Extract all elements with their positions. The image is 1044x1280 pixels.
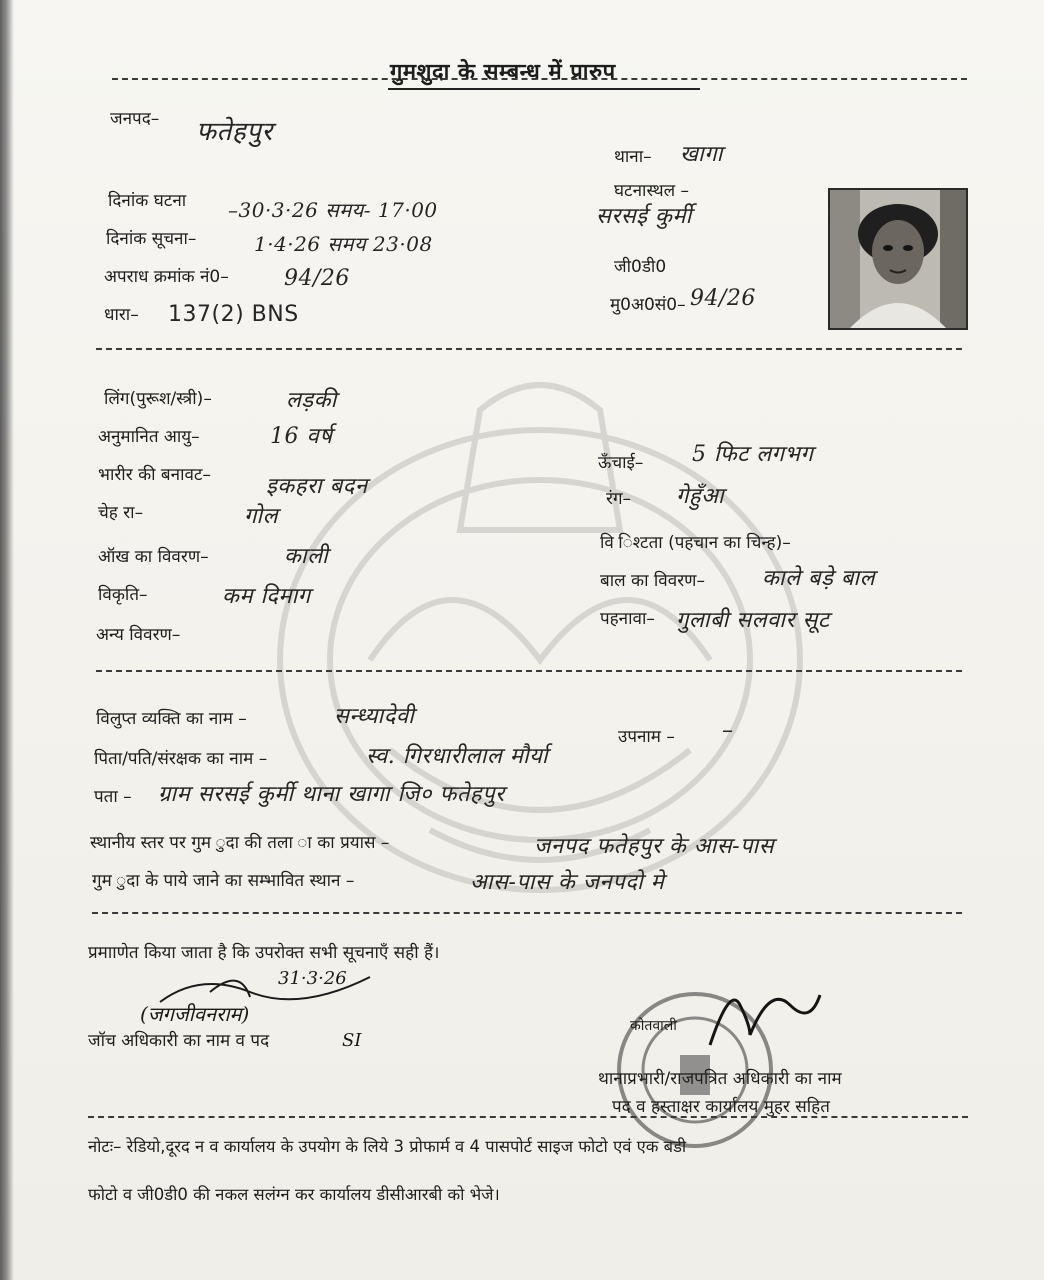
anya-label: अन्य विवरण– <box>96 625 181 645</box>
upnaam-value: – <box>722 718 734 743</box>
banawat-label: भारीर की बनावट– <box>98 465 211 485</box>
page-title: गुमशुदा के सम्बन्ध में प्रारुप <box>390 60 616 85</box>
thana-officer-line2: पद व हस्ताक्षर कार्यालय मुहर सहित <box>612 1097 830 1117</box>
dinank-ghatna-value: –30·3·26 समय- 17·00 <box>228 198 438 222</box>
pita-value: स्व. गिरधारीलाल मौर्या <box>366 744 549 769</box>
sthan-label: गुम ुदा के पाये जाने का सम्भावित स्थान – <box>92 871 355 891</box>
apradh-value: 94/26 <box>284 266 350 291</box>
certification-text: प्रमााणेत किया जाता है कि उपरोक्त सभी सूचनाएँ सही हैं। <box>88 943 440 963</box>
ghatnasthal-value: सरसई कुर्मी <box>596 204 692 229</box>
aayu-value: 16 वर्ष <box>270 424 333 449</box>
rang-label: रंग– <box>606 489 632 509</box>
muasan-value: 94/26 <box>690 286 756 311</box>
naam-value: सन्ध्यादेवी <box>334 704 415 729</box>
dhara-value: 137(2) BNS <box>168 302 299 327</box>
dinank-suchna-value: 1·4·26 समय 23·08 <box>254 232 433 256</box>
title-underline <box>388 88 700 90</box>
pata-value: ग्राम सरसई कुर्मी थाना खागा जि० फतेहपुर <box>158 782 505 807</box>
rang-value: गेहुँआ <box>676 484 725 509</box>
scan-edge <box>0 0 14 1280</box>
talash-value: जनपद फतेहपुर के आस-पास <box>534 834 775 859</box>
apradh-label: अपराध क्रमांक नं0– <box>104 267 229 287</box>
vikriti-value: कम दिमाग <box>222 584 311 609</box>
baal-label: बाल का विवरण– <box>600 571 705 591</box>
sthan-value: आस-पास के जनपदो मे <box>470 870 665 895</box>
ling-value: लड़की <box>286 388 337 413</box>
divider-note <box>88 1116 968 1118</box>
thana-officer-signature-icon <box>700 985 830 1055</box>
naam-label: विलुप्त व्यक्ति का नाम – <box>96 709 247 729</box>
chehra-label: चेह रा– <box>98 503 144 523</box>
vishishtata-label: वि िश्टता (पहचान का चिन्ह)– <box>600 533 791 553</box>
unchai-value: 5 फिट लगभग <box>692 442 814 467</box>
muasan-label: मु0अ0सं0– <box>610 295 686 315</box>
pita-label: पिता/पति/संरक्षक का नाम – <box>94 749 268 769</box>
unchai-label: ऊँचाई– <box>598 453 644 473</box>
pahnawa-label: पहनावा– <box>600 609 655 629</box>
officer-name: (जगजीवनराम) <box>140 1002 250 1026</box>
officer-sign-date: 31·3·26 <box>278 968 347 989</box>
thana-value: खागा <box>680 142 723 167</box>
officer-label: जॉच अधिकारी का नाम व पद <box>88 1031 270 1051</box>
pata-label: पता – <box>94 787 132 807</box>
divider-physical <box>96 670 962 672</box>
aayu-label: अनुमानित आयु– <box>98 427 200 447</box>
note-line-2: फोटो व जी0डी0 की नकल सलंग्न कर कार्यालय डीसीआरबी को भेजे। <box>88 1185 500 1204</box>
upnaam-label: उपनाम – <box>618 727 675 747</box>
aankh-label: ऑख का विवरण– <box>98 547 209 567</box>
officer-post: SI <box>342 1030 362 1051</box>
baal-value: काले बड़े बाल <box>762 566 876 591</box>
janpad-label: जनपद– <box>110 109 160 129</box>
vikriti-label: विकृति– <box>98 585 148 605</box>
missing-person-photo <box>828 188 968 330</box>
thana-officer-line1: थानाप्रभारी/राजपत्रित अधिकारी का नाम <box>598 1069 842 1089</box>
stamp-text: कोतवाली <box>630 1018 677 1034</box>
dinank-suchna-label: दिनांक सूचना– <box>106 229 197 249</box>
dhara-label: धारा– <box>104 305 139 325</box>
banawat-value: इकहरा बदन <box>266 474 368 499</box>
chehra-value: गोल <box>244 504 279 529</box>
divider-header <box>96 348 962 350</box>
pahnawa-value: गुलाबी सलवार सूट <box>676 608 830 633</box>
janpad-value: फतेहपुर <box>196 117 273 147</box>
divider-person <box>92 912 962 914</box>
aankh-value: काली <box>284 544 329 569</box>
ghatnasthal-label: घटनास्थल – <box>614 181 690 201</box>
divider-top <box>112 78 967 80</box>
ling-label: लिंग(पुरूश/स्त्री)– <box>104 389 212 409</box>
note-line-1: नोटः– रेडियो,दूरद न व कार्यालय के उपयोग के लिये 3 प्रोफार्म व 4 पासपोर्ट साइज फोटो एवं एक बडी <box>88 1137 687 1156</box>
talash-label: स्थानीय स्तर पर गुम ुदा की तला ा का प्रयास – <box>90 833 390 853</box>
thana-label: थाना– <box>614 147 652 167</box>
gd-label: जी0डी0 <box>614 257 667 277</box>
dinank-ghatna-label: दिनांक घटना <box>108 191 187 211</box>
